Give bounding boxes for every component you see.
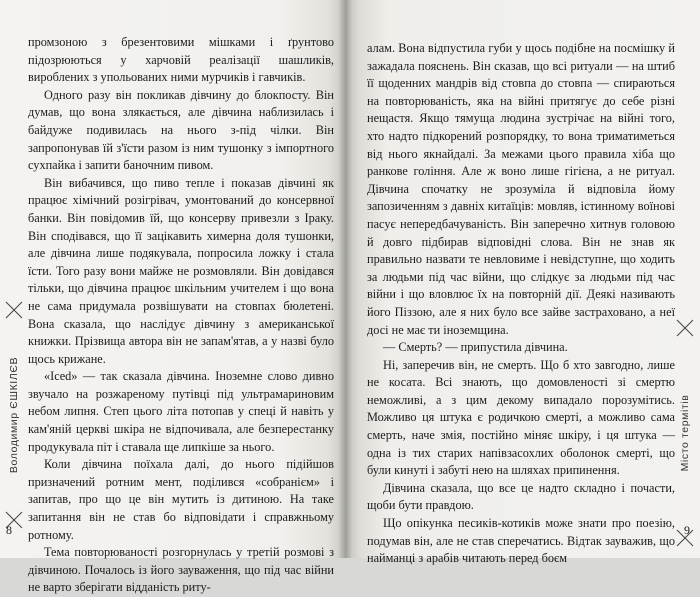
paragraph: Тема повторюваності розгорнулась у третій розмові з дівчиною. Почалось із його зауваження, що під час війни не варто зберігати відданість риту- [28,545,334,595]
paragraph: алам. Вона відпустила губи у щось подібне на посмішку й зажадала пояснень. Він сказав, що всі ритуали — на штиб її щоденних мандрів від стовпа до стовпа — спираються на повторюваність, яка на війні притягує до себе різні нещастя. Якщо тямуща людина зустрічає на війні того, хто надто підкорений розпорядку, то вона триматиметься від нього якнайдалі. За межами цього правила хіба що ранкове гоління. Але ж воно лише гігієна, а не ритуал. Дівчина спочатку не зрозуміла й відповіла йому запозиченням з давніх китаїців: мовляв, істинному воїнові пасує непередбачуваність. Він заперечно хитнув головою й довго підбирав відповідні слова. Він не знав як правильно назвати те невловиме і невідступне, що ходить за людьми під час війни, що слідкує за людьми під час війни і що вловлює їх на повторній дії. Деякі називають його Піззою, але я них було все зайве застраховано, а неї досі не має ти іноземщина. [367,41,675,337]
book-gutter [338,0,352,558]
paragraph: «Iced» — так сказала дівчина. Іноземне слово дивно звучало на розжареному путівці під ультрамариновим небом липня. Степ цього літа потопав у спеці й навіть у кам'яній церкві шкіра не відпочивала, але безперестанку продукувала піт і ставала ще липкіше за нього. [28,369,334,454]
paragraph: Коли дівчина поїхала далі, до нього підійшов призначений ротним мент, поділився «собранієм» і запитав, про що це він мутить із дитиною. На таке запитання він не став бо відповідати і справжньому ротному. [28,457,334,542]
paragraph: Ні, заперечив він, не смерть. Що б хто завгодно, лише не косата. Всі знають, що домовленості зі смертю неможливі, а з цим декому випадало порозумітись. Можливо ця штука є родичкою смерті, а можливо сама смерть, наче змія, постійно міняє шкіру, і ця штука — одна із тих старих напівзасохлих оболонок смерті, що були кинуті і забуті нею на шляхах припинення. [367,357,675,478]
author-side-band [1,300,27,530]
paragraph: Він вибачився, що пиво тепле і показав дівчині як працює хімічний розігрівач, умонтований до консервної банки. Він повідомив їй, що консерву привезли з Іраку. Він сподівався, що її зацікавить химерна доля тушонки, але дівчина лише подякувала, попросила ложку і стала їсти. Того разу вони майже не розмовляли. Він довідався тільки, що дівчина працює шкільним учителем і що вона не сама придумала розвішувати на стовпах бюлетені. Вона сказала, що наслідує дівчину з американської книжки. Прізвища автора він не запам'ятав, а у назві було щось крижане. [28,175,334,366]
left-page-text [28,34,334,597]
paragraph: Що опікунка песиків-котиків може знати про поезію, подумав він, але не став сперечатись. Відтак зауважив, що найманці з арабів читають перед боєм [367,516,675,566]
paragraph: — Смерть? — припустила дівчина. [383,340,568,355]
paragraph: промзоною з брезентовими мішками і ґрунтово підозрюються у харчовій реалізації шашликів, вироблених з упольованих ними мурчиків і гавчиків. [28,35,334,85]
author-name: Володимир ЄШКІЛЄВ [8,356,20,474]
book-title: Місто термітів [679,394,691,472]
title-side-band [672,318,698,548]
paragraph: Одного разу він покликав дівчину до блокпосту. Він думав, що вона злякається, але дівчина наблизилась і байдуже подивилась на нього з-під чілки. Він запропонував їй з'їсти разом із ним тушонку з імпортного сухпайка і запити баночним пивом. [28,87,334,173]
right-page [345,0,700,566]
page-number-left: 8 [6,523,12,537]
paragraph: Дівчина сказала, що все це надто складно і почасти, щоби бути правдою. [367,480,675,513]
left-page [0,0,345,595]
page-number-right: 9 [684,523,690,537]
right-page-text [367,40,675,568]
